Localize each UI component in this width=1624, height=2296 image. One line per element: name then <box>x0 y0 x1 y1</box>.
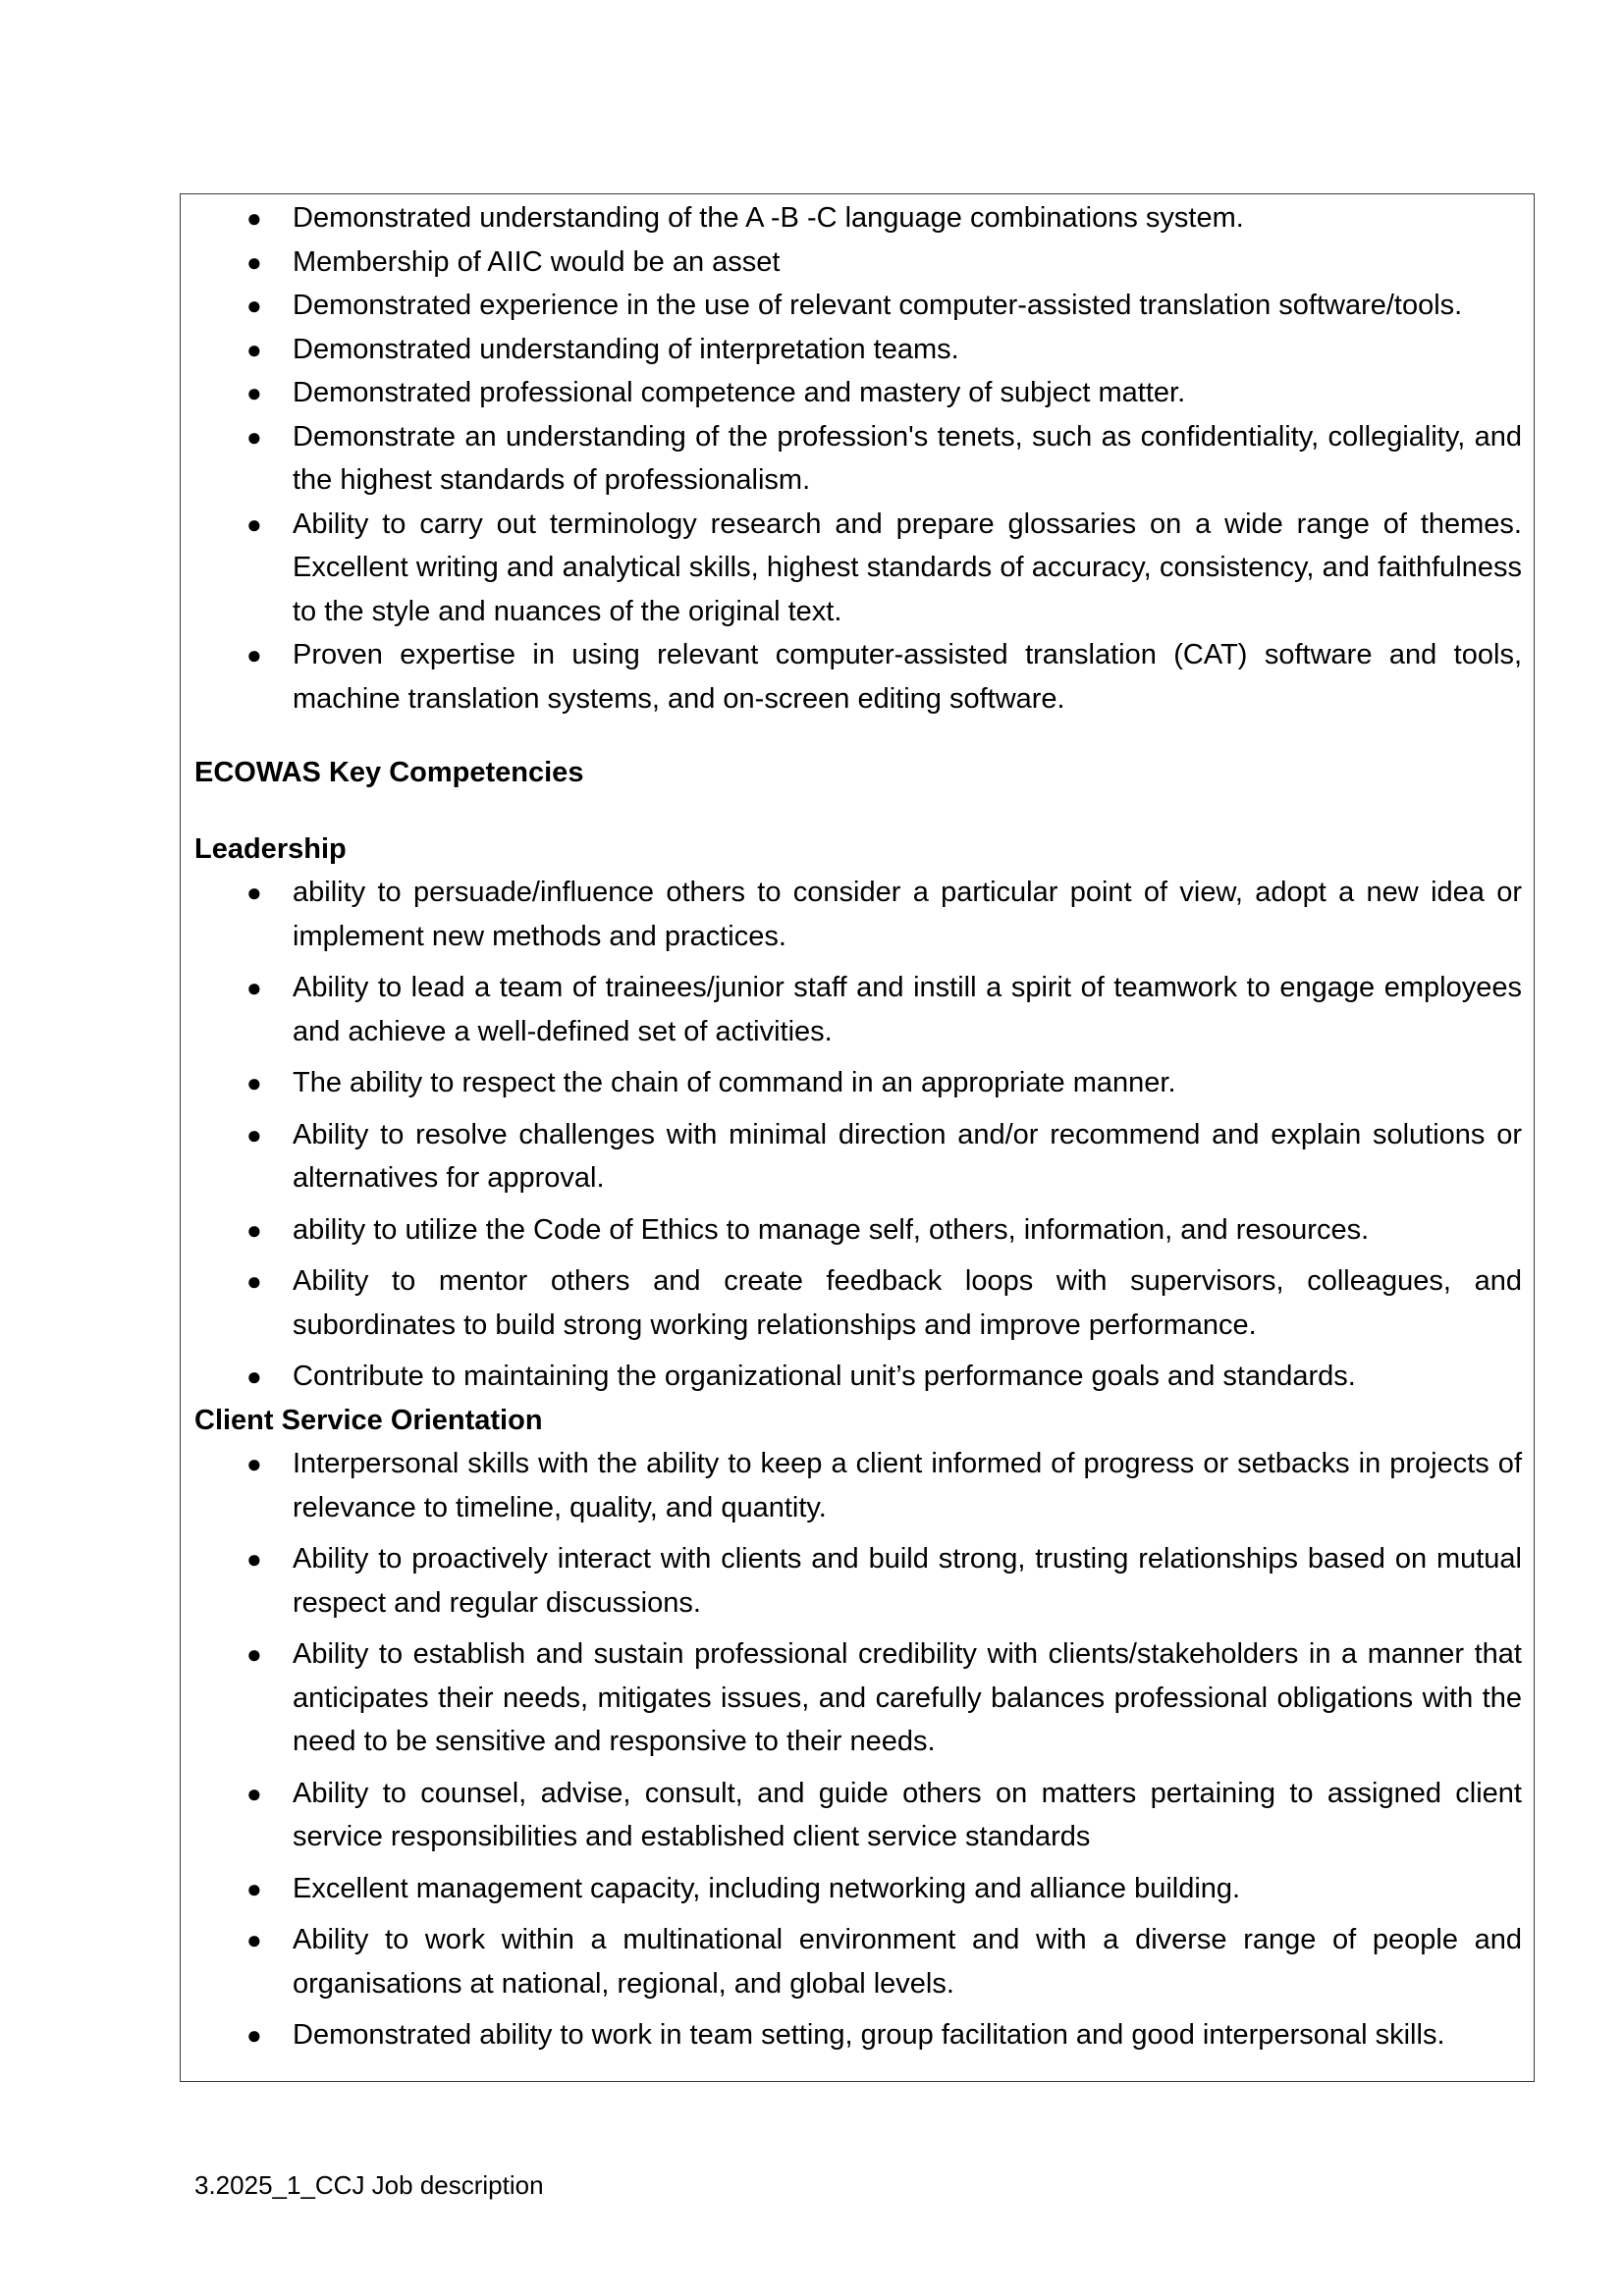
list-item: ● Ability to counsel, advise, consult, and guide others on matters pertaining to assigned client service responsibilities and established client service standards <box>194 1772 1522 1859</box>
list-item: ● Demonstrated professional competence and mastery of subject matter. <box>194 371 1522 415</box>
bullet-icon: ● <box>246 508 262 539</box>
list-item: ● Demonstrated experience in the use of relevant computer-assisted translation software/tools. <box>194 284 1522 328</box>
bullet-icon: ● <box>246 2020 262 2050</box>
leadership-heading: Leadership <box>194 832 347 865</box>
list-item: ● Ability to resolve challenges with minimal direction and/or recommend and explain solutions or alternatives for approval. <box>194 1113 1522 1201</box>
bullet-icon: ● <box>246 640 262 669</box>
spacer <box>194 721 1522 751</box>
list-item: ● Ability to work within a multinational environment and with a diverse range of people and organisations at national, regional, and global levels. <box>194 1918 1522 2005</box>
requirements-list <box>194 196 1522 721</box>
document-body <box>194 196 1522 2057</box>
list-item: ● Membership of AIIC would be an asset <box>194 240 1522 285</box>
list-item: ● Ability to carry out terminology research and prepare glossaries on a wide range of themes. Excellent writing and analytical skills, highest standards of accuracy, consistency, and faithfulness to the style and nuances of the original text. <box>194 503 1522 634</box>
spacer <box>194 795 1522 828</box>
list-item: ● Demonstrated ability to work in team setting, group facilitation and good interpersonal skills. <box>194 2013 1522 2057</box>
bullet-icon: ● <box>246 878 262 907</box>
list-item: ● Interpersonal skills with the ability to keep a client informed of progress or setbacks in projects of relevance to timeline, quality, and quantity. <box>194 1442 1522 1529</box>
bullet-icon: ● <box>246 421 262 452</box>
list-item: ● Ability to proactively interact with clients and build strong, trusting relationships based on mutual respect and regular discussions. <box>194 1537 1522 1625</box>
bullet-icon: ● <box>246 1925 262 1954</box>
list-item: ● Excellent management capacity, including networking and alliance building. <box>194 1867 1522 1911</box>
bullet-icon: ● <box>246 1119 262 1149</box>
leadership-list <box>194 871 1522 1399</box>
list-item: ● Ability to lead a team of trainees/junior staff and instill a spirit of teamwork to engage employees and achieve a well-defined set of activities. <box>194 966 1522 1053</box>
bullet-icon: ● <box>246 1449 262 1478</box>
bullet-icon: ● <box>246 334 262 364</box>
list-item: ● Demonstrated understanding of the A -B -C language combinations system. <box>194 196 1522 240</box>
client-service-heading: Client Service Orientation <box>194 1404 543 1436</box>
list-item: ● ability to utilize the Code of Ethics to manage self, others, information, and resources. <box>194 1208 1522 1253</box>
list-item: ● ability to persuade/influence others to consider a particular point of view, adopt a new idea or implement new methods and practices. <box>194 871 1522 958</box>
bullet-icon: ● <box>246 1544 262 1574</box>
list-item: ● Demonstrate an understanding of the profession's tenets, such as confidentiality, collegiality, and the highest standards of professionalism. <box>194 415 1522 503</box>
bullet-icon: ● <box>246 1873 262 1903</box>
page-footer: 3.2025_1_CCJ Job description <box>194 2170 544 2200</box>
competencies-heading: ECOWAS Key Competencies <box>194 757 584 788</box>
bullet-icon: ● <box>246 291 262 320</box>
bullet-icon: ● <box>246 1362 262 1391</box>
list-item: ● Demonstrated understanding of interpretation teams. <box>194 328 1522 372</box>
list-item: ● Contribute to maintaining the organizational unit’s performance goals and standards. <box>194 1355 1522 1399</box>
list-item: ● Ability to mentor others and create feedback loops with supervisors, colleagues, and subordinates to build strong working relationships and improve performance. <box>194 1259 1522 1347</box>
bullet-icon: ● <box>246 1639 262 1669</box>
list-item: ● Proven expertise in using relevant computer-assisted translation (CAT) software and tools, machine translation systems, and on-screen editing software. <box>194 633 1522 721</box>
bullet-icon: ● <box>246 1068 262 1097</box>
bullet-icon: ● <box>246 1778 262 1808</box>
client-service-list <box>194 1442 1522 2057</box>
bullet-icon: ● <box>246 378 262 407</box>
bullet-icon: ● <box>246 203 262 233</box>
list-item: ● The ability to respect the chain of command in an appropriate manner. <box>194 1061 1522 1105</box>
bullet-icon: ● <box>246 973 262 1002</box>
bullet-icon: ● <box>246 246 262 277</box>
list-item: ● Ability to establish and sustain professional credibility with clients/stakeholders in a manner that anticipates their needs, mitigates issues, and carefully balances professional obligations with the need to be sensitive and responsive to their needs. <box>194 1632 1522 1764</box>
bullet-icon: ● <box>246 1266 262 1296</box>
bullet-icon: ● <box>246 1214 262 1245</box>
